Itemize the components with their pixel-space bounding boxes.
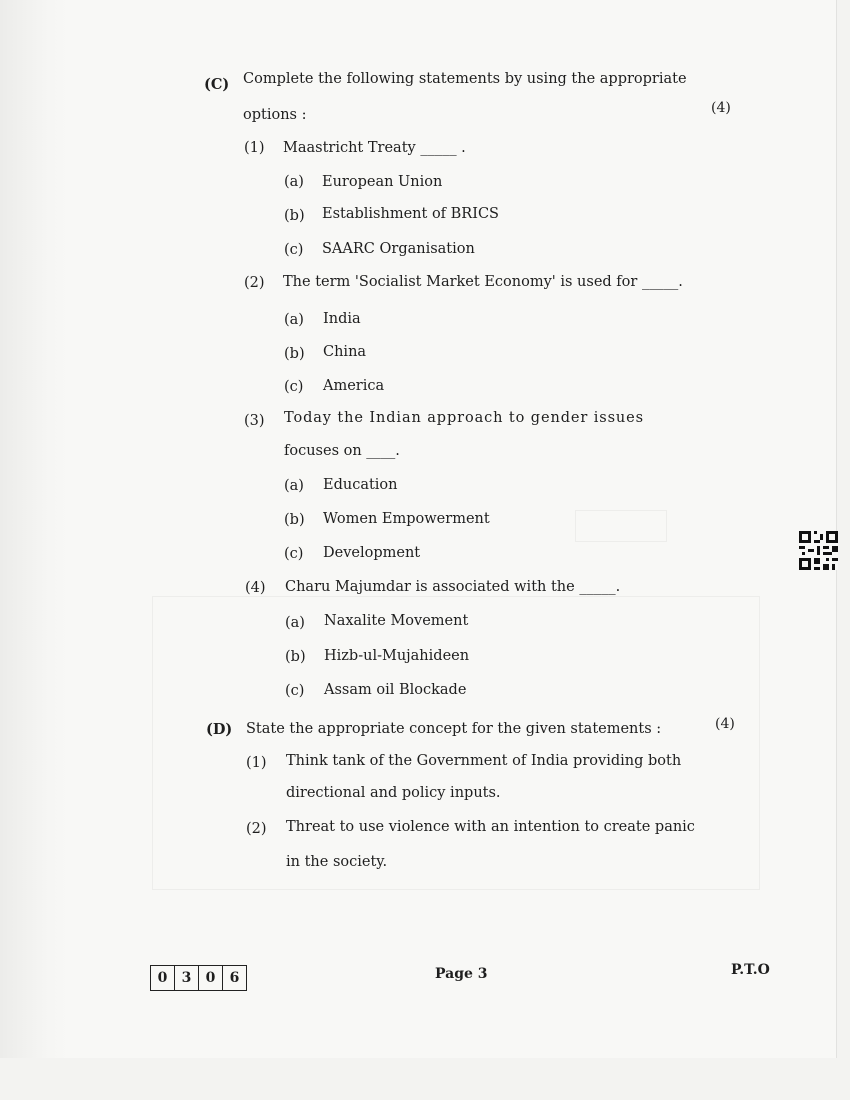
section-d-label: (D)	[206, 721, 233, 738]
section-c-marks: (4)	[711, 100, 731, 116]
bleed-through-box	[152, 596, 760, 890]
option-letter: (a)	[284, 312, 304, 328]
option-letter: (b)	[284, 346, 305, 362]
option-text: China	[323, 344, 367, 360]
question-text: Think tank of the Government of India providing both	[286, 753, 682, 769]
question-text-cont: in the society.	[286, 854, 388, 870]
option-letter: (a)	[285, 615, 305, 631]
question-text: Today the Indian approach to gender issues	[284, 410, 644, 426]
question-text-cont: directional and policy inputs.	[286, 785, 501, 801]
option-text: Establishment of BRICS	[322, 206, 499, 222]
code-digit: 3	[175, 966, 199, 990]
option-text: Education	[323, 477, 398, 493]
option-text: SAARC Organisation	[322, 241, 475, 257]
bleed-through-box	[575, 510, 667, 542]
question-number: (1)	[246, 755, 267, 771]
section-d-instruction: State the appropriate concept for the given statements :	[246, 721, 662, 737]
section-c-instruction: Complete the following statements by using the appropriate	[243, 71, 687, 87]
option-text: America	[323, 378, 385, 394]
option-letter: (b)	[284, 512, 305, 528]
section-d-marks: (4)	[715, 716, 735, 732]
paper-code-box	[150, 965, 247, 991]
option-text: Assam oil Blockade	[324, 682, 467, 698]
question-number: (3)	[244, 413, 265, 429]
option-text: Naxalite Movement	[324, 613, 469, 629]
question-text: The term 'Socialist Market Economy' is used for _____.	[283, 274, 683, 290]
paper-fold-shadow	[0, 0, 70, 1058]
question-text: Charu Majumdar is associated with the _____.	[285, 579, 621, 595]
option-letter: (b)	[284, 208, 305, 224]
question-text: Threat to use violence with an intention to create panic	[286, 819, 695, 835]
option-letter: (c)	[284, 546, 304, 562]
option-letter: (c)	[284, 242, 304, 258]
code-digit: 0	[199, 966, 223, 990]
qr-code-icon	[799, 531, 838, 570]
option-letter: (c)	[285, 683, 305, 699]
option-text: Women Empowerment	[323, 511, 490, 527]
option-letter: (b)	[285, 649, 306, 665]
page-number: Page 3	[435, 966, 488, 982]
option-text: India	[323, 311, 361, 327]
code-digit: 0	[151, 966, 175, 990]
question-text-cont: focuses on ____.	[284, 443, 400, 459]
option-letter: (a)	[284, 174, 304, 190]
option-letter: (a)	[284, 478, 304, 494]
option-text: Hizb-ul-Mujahideen	[324, 648, 470, 664]
section-c-instruction-cont: options :	[243, 107, 307, 123]
please-turn-over: P.T.O	[731, 962, 770, 978]
section-c-label: (C)	[204, 76, 230, 93]
option-letter: (c)	[284, 379, 304, 395]
question-number: (2)	[246, 821, 267, 837]
option-text: European Union	[322, 174, 443, 190]
option-text: Development	[323, 545, 421, 561]
question-number: (4)	[245, 580, 266, 596]
code-digit: 6	[229, 970, 240, 986]
question-text: Maastricht Treaty _____ .	[283, 140, 466, 156]
question-number: (2)	[244, 275, 265, 291]
question-number: (1)	[244, 140, 265, 156]
